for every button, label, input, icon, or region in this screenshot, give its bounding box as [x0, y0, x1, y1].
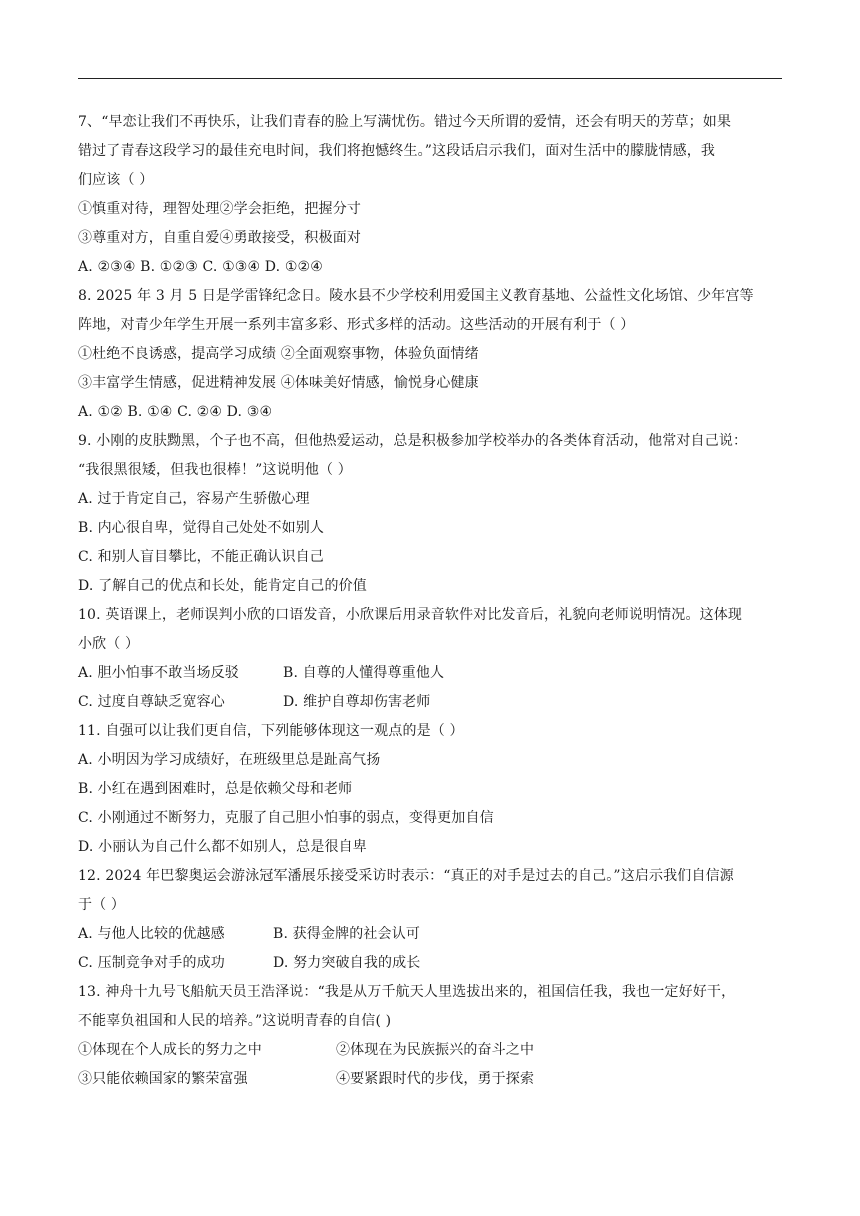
- option-c: C. 和别人盲目攀比，不能正确认识自己: [78, 549, 324, 565]
- question-11: [78, 717, 784, 862]
- option-row: [78, 949, 784, 978]
- question-stem: 小欣（ ）: [78, 636, 140, 652]
- option-a: A. 过于肯定自己，容易产生骄傲心理: [78, 491, 310, 507]
- question-stem: 们应该（ ）: [78, 172, 154, 188]
- option-d: D. 小丽认为自己什么都不如别人，总是很自卑: [78, 839, 367, 855]
- option-b: B. 自尊的人懂得尊重他人: [283, 665, 445, 681]
- option-b: B. 获得金牌的社会认可: [273, 926, 420, 942]
- question-stem: 8. 2025 年 3 月 5 日是学雷锋纪念日。陵水县不少学校利用爱国主义教育基地、公益性文化场馆、少年宫等: [78, 288, 754, 304]
- statement-item: ③丰富学生情感，促进精神发展 ④体味美好情感，愉悦身心健康: [78, 375, 479, 391]
- question-stem: 于（ ）: [78, 897, 126, 913]
- question-7: [78, 108, 784, 282]
- header-divider: [78, 78, 782, 79]
- question-stem: 不能辜负祖国和人民的培养。”这说明青春的自信( ): [78, 1013, 392, 1029]
- question-stem: “我很黑很矮，但我也很棒！”这说明他（ ）: [78, 462, 352, 478]
- option-row: [78, 659, 784, 688]
- answer-options: A. ①② B. ①④ C. ②④ D. ③④: [78, 404, 273, 420]
- option-c: C. 小刚通过不断努力，克服了自己胆小怕事的弱点，变得更加自信: [78, 810, 494, 826]
- statement-item: ①体现在个人成长的努力之中: [78, 1042, 262, 1058]
- question-12: [78, 862, 784, 978]
- question-list: [78, 108, 784, 1094]
- option-a: A. 小明因为学习成绩好，在班级里总是趾高气扬: [78, 752, 381, 768]
- statement-item: ①杜绝不良诱惑，提高学习成绩 ②全面观察事物，体验负面情绪: [78, 346, 479, 362]
- statement-item: ④要紧跟时代的步伐，勇于探索: [336, 1071, 535, 1087]
- statement-item: ②体现在为民族振兴的奋斗之中: [336, 1042, 535, 1058]
- question-stem: 9. 小刚的皮肤黝黑，个子也不高，但他热爱运动，总是积极参加学校举办的各类体育活动，他常对自己说：: [78, 433, 748, 449]
- statement-item: ①慎重对待，理智处理②学会拒绝，把握分寸: [78, 201, 361, 217]
- answer-options: A. ②③④ B. ①②③ C. ①③④ D. ①②④: [78, 259, 323, 275]
- option-row: [78, 688, 784, 717]
- option-a: A. 胆小怕事不敢当场反驳: [78, 665, 239, 681]
- option-b: B. 内心很自卑，觉得自己处处不如别人: [78, 520, 325, 536]
- question-stem: 12. 2024 年巴黎奥运会游泳冠军潘展乐接受采访时表示：“真正的对手是过去的自己。”这启示我们自信源: [78, 868, 734, 884]
- option-row: [78, 920, 784, 949]
- statement-row: [78, 1065, 784, 1094]
- option-d: D. 了解自己的优点和长处，能肯定自己的价值: [78, 578, 367, 594]
- option-b: B. 小红在遇到困难时，总是依赖父母和老师: [78, 781, 353, 797]
- option-d: D. 维护自尊却伤害老师: [283, 694, 431, 710]
- option-c: C. 过度自尊缺乏宽容心: [78, 694, 225, 710]
- option-a: A. 与他人比较的优越感: [78, 926, 225, 942]
- question-stem: 7、“早恋让我们不再快乐，让我们青春的脸上写满忧伤。错过今天所谓的爱情，还会有明天的芳草；如果: [78, 114, 732, 130]
- option-d: D. 努力突破自我的成长: [273, 955, 421, 971]
- question-stem: 10. 英语课上，老师误判小欣的口语发音，小欣课后用录音软件对比发音后，礼貌向老师说明情况。这体现: [78, 607, 743, 623]
- question-13: [78, 978, 784, 1094]
- statement-item: ③只能依赖国家的繁荣富强: [78, 1071, 248, 1087]
- question-9: [78, 427, 784, 601]
- question-stem: 错过了青春这段学习的最佳充电时间，我们将抱憾终生。”这段话启示我们，面对生活中的朦胧情感，我: [78, 143, 716, 159]
- statement-item: ③尊重对方，自重自爱④勇敢接受，积极面对: [78, 230, 361, 246]
- question-10: [78, 601, 784, 717]
- question-stem: 11. 自强可以让我们更自信，下列能够体现这一观点的是（ ）: [78, 723, 464, 739]
- statement-row: [78, 1036, 784, 1065]
- question-stem: 13. 神舟十九号飞船航天员王浩泽说：“我是从万千航天人里选拔出来的，祖国信任我，我也一定好好干，: [78, 984, 736, 1000]
- question-8: [78, 282, 784, 427]
- option-c: C. 压制竞争对手的成功: [78, 955, 225, 971]
- question-stem: 阵地，对青少年学生开展一系列丰富多彩、形式多样的活动。这些活动的开展有利于（ ）: [78, 317, 635, 333]
